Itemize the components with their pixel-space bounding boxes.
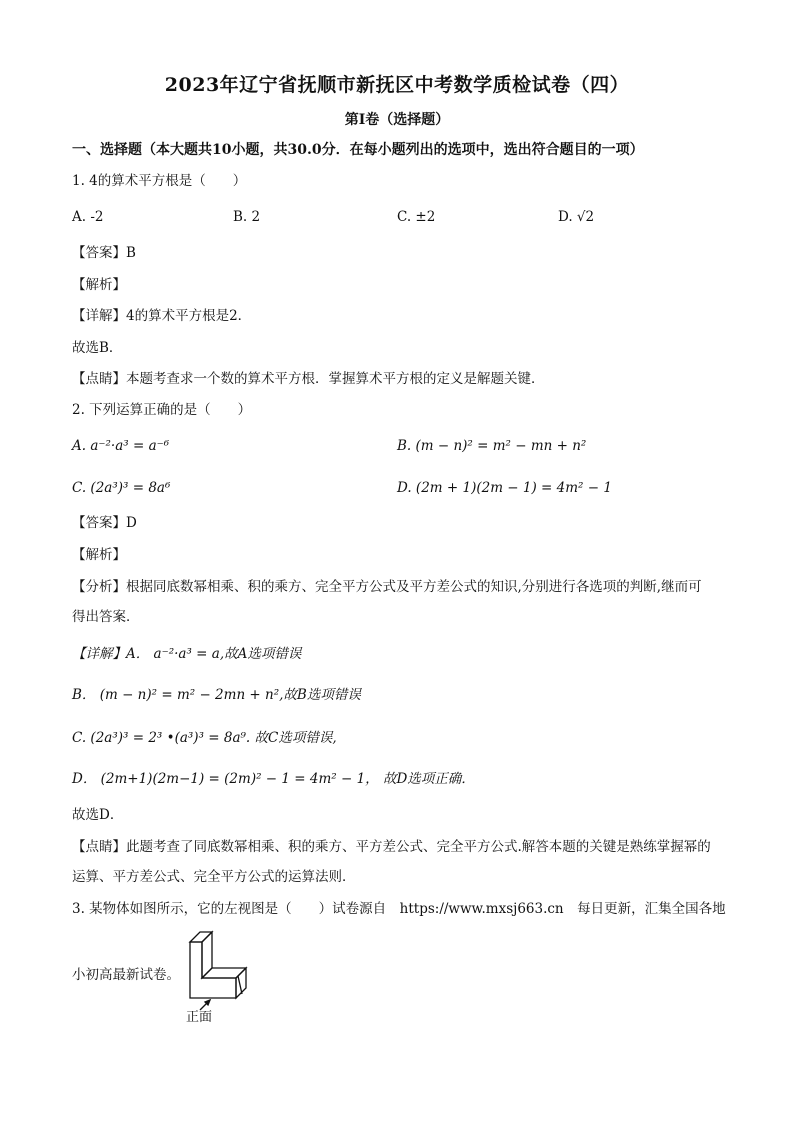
q2-stem: 2. 下列运算正确的是（ ） — [72, 402, 252, 418]
q1-answer: 【答案】B — [72, 245, 136, 261]
q2-fenxi-line2: 得出答案． — [72, 609, 140, 625]
q1-option-d: D. √2 — [558, 209, 595, 225]
q1-option-c: C. ±2 — [397, 209, 436, 225]
q1-stem: 1. 4的算术平方根是（ ） — [72, 173, 247, 189]
q2-option-a: A. a⁻²·a³ = a⁻⁶ — [72, 438, 170, 454]
q2-comment-line2: 运算、平方差公式、完全平方公式的运算法则． — [72, 869, 356, 885]
q2-option-b: B. (m − n)² = m² − mn + n² — [397, 438, 587, 454]
q3-stem-line2: 小初高最新试卷。 — [72, 967, 180, 983]
q2-detail-c: C. (2a³)³ = 2³ •(a³)³ = 8a⁹. 故C选项错误, — [72, 730, 337, 746]
q1-option-b: B. 2 — [233, 209, 261, 225]
part-title: 第I卷（选择题） — [344, 112, 450, 128]
q2-option-d: D. (2m + 1)(2m − 1) = 4m² − 1 — [397, 480, 612, 496]
q1-detail: 【详解】4的算术平方根是2． — [72, 308, 252, 324]
q2-fenxi-line1: 【分析】根据同底数幂相乘、积的乘方、完全平方公式及平方差公式的知识,分别进行各选项的判断,继而可 — [72, 579, 702, 595]
q2-analysis: 【解析】 — [72, 547, 126, 563]
q1-choose: 故选B． — [72, 340, 123, 356]
l-shaped-solid-figure — [180, 926, 270, 1030]
q2-detail-a: 【详解】A． a⁻²·a³ = a,故A选项错误 — [72, 646, 302, 662]
page-title: 2023年辽宁省抚顺市新抚区中考数学质检试卷（四） — [164, 74, 630, 96]
q1-analysis: 【解析】 — [72, 277, 126, 293]
q2-detail-b: B． (m − n)² = m² − 2mn + n²,故B选项错误 — [72, 687, 361, 703]
q1-option-a: A. -2 — [72, 209, 104, 225]
figure-front-label: 正面 — [186, 1010, 213, 1025]
q2-choose: 故选D． — [72, 807, 124, 823]
section-heading: 一、选择题（本大题共10小题，共30.0分．在每小题列出的选项中，选出符合题目的一项） — [72, 142, 644, 158]
q3-stem: 3. 某物体如图所示，它的左视图是（ ）试卷源自 https://www.mxsj663.cn 每日更新，汇集全国各地 — [72, 901, 726, 917]
q1-comment: 【点睛】本题考查求一个数的算术平方根．掌握算术平方根的定义是解题关键． — [72, 371, 545, 387]
q2-detail-d: D． (2m+1)(2m−1) = (2m)² − 1 = 4m² − 1， 故D选项正确． — [72, 771, 475, 787]
q2-comment-line1: 【点睛】此题考查了同底数幂相乘、积的乘方、平方差公式、完全平方公式.解答本题的关键是熟练掌握幂的 — [72, 839, 711, 855]
q2-option-c: C. (2a³)³ = 8a⁶ — [72, 480, 171, 496]
q2-answer: 【答案】D — [72, 515, 137, 531]
